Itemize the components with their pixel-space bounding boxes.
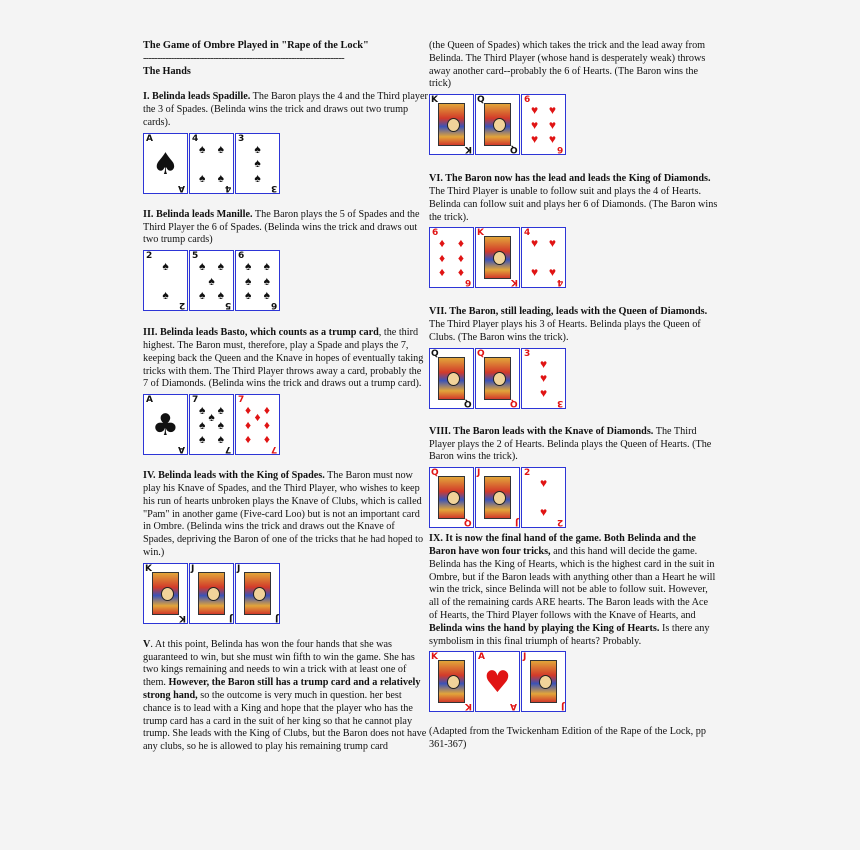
diamond-icon: ♦ <box>254 410 261 425</box>
hand-9-heading: IX. It is now the final hand of the game. Both Belinda and the Baron have won four tricks, <box>429 533 696 557</box>
card-rank-inverted: K <box>465 144 472 155</box>
heart-icon: ♥ <box>531 117 539 132</box>
playing-card <box>429 467 474 528</box>
playing-card <box>235 133 280 194</box>
spade-icon: ♠ <box>254 141 261 156</box>
heart-icon: ♥ <box>539 505 548 520</box>
hand-3-body: , the third highest. The Baron must, therefore, play a Spade and plays the 7, keeping back the Queen and the Knave in hopes of eventually taking tricks with them. The Third Player throws away a card, probably the 7 of Diamonds. (Belinda wins the trick and draws out a trump card). <box>143 327 424 390</box>
card-pips <box>439 237 464 278</box>
card-rank: K <box>431 95 438 106</box>
card-rank: J <box>237 563 241 574</box>
card-rank-inverted: K <box>179 612 186 623</box>
heart-icon: ♥ <box>531 132 539 147</box>
playing-card <box>143 394 188 455</box>
heart-icon: ♥ <box>548 236 556 251</box>
heart-icon: ♥ <box>539 385 548 400</box>
card-rank-inverted: J <box>228 612 232 623</box>
card-rank: Q <box>477 95 485 106</box>
hand-1-text <box>143 91 428 129</box>
hand-9-body-1: and this hand will decide the game. Belinda has the King of Hearts, which is the highest card in the suit in Ombre, but if the Baron leads with anything other than a Heart he will win the trick, since Belinda will not be able to follow suit. However, all of the remaining cards ARE hearts. The Baron leads with the Ace of Hearts, the Third Player follows with the Knave of Hearts, and <box>429 545 716 621</box>
spade-icon: ♠ <box>254 156 261 171</box>
card-pips <box>245 404 270 445</box>
card-rank: J <box>477 468 481 479</box>
source-note: (Adapted from the Twickenham Edition of the Rape of the Lock, pp 361-367) <box>429 726 706 751</box>
playing-card <box>143 250 188 311</box>
playing-card <box>189 250 234 311</box>
playing-card <box>189 394 234 455</box>
hand-9-cards <box>429 651 719 712</box>
card-rank: Q <box>477 348 485 359</box>
card-pips <box>531 104 556 145</box>
heart-icon: ♥ <box>539 356 548 371</box>
diamond-icon: ♦ <box>263 403 270 418</box>
hand-6-heading: VI. The Baron now has the lead and leads the King of Diamonds. <box>429 173 711 185</box>
spade-icon: ♠ <box>162 259 169 274</box>
playing-card <box>475 227 520 288</box>
face-card-figure-icon <box>438 660 465 703</box>
spade-icon: ♠ <box>199 403 206 418</box>
spade-icon: ♠ <box>217 259 224 274</box>
hand-5-body-1: . At this point, Belinda has won the four hands that she was guaranteed to win, but she must win fifth to win the game. She has two kings remaining and needs to win a trick with at least one of them. <box>143 638 415 689</box>
heart-icon: ♥ <box>548 117 556 132</box>
playing-card <box>429 348 474 409</box>
spade-icon: ♠ <box>208 273 215 288</box>
heart-icon: ♥ <box>531 236 539 251</box>
face-card-figure-icon <box>484 357 511 400</box>
card-pips <box>245 260 270 301</box>
heart-icon: ♥ <box>539 371 548 386</box>
spade-icon: ♠ <box>263 288 270 303</box>
diamond-icon: ♦ <box>245 403 252 418</box>
card-rank: J <box>191 563 195 574</box>
hand-4-cards <box>143 563 428 624</box>
hand-3-heading: III. Belinda leads Basto, which counts as a trump card <box>143 327 379 339</box>
card-rank: 2 <box>524 468 531 479</box>
spade-icon: ♠ <box>199 141 206 156</box>
card-rank: A <box>478 652 485 663</box>
spade-icon: ♠ <box>245 288 252 303</box>
card-pips <box>153 260 178 301</box>
playing-card <box>475 651 520 712</box>
card-rank: J <box>523 652 527 663</box>
spade-icon: ♠ <box>199 259 206 274</box>
playing-card <box>235 394 280 455</box>
diamond-icon: ♦ <box>245 432 252 447</box>
hand-2-heading: II. Belinda leads Manille. <box>143 208 253 220</box>
spade-icon: ♠ <box>245 259 252 274</box>
face-card-figure-icon <box>152 572 179 615</box>
hand-5-body-2: so the outcome is very much in question. her best chance is to lead with a King and hope that the player who has the trump card has a card in the suit of her king so that he cannot play trump. She leads with the King of Clubs, but the Baron does not have any clubs, so he is allowed to play his remaining trump card <box>143 689 427 753</box>
hand-7-heading: VII. The Baron, still leading, leads with the Queen of Diamonds. <box>429 306 708 318</box>
playing-card <box>143 563 188 624</box>
card-pips <box>531 358 556 399</box>
heart-icon: ♥ <box>548 103 556 118</box>
face-card-figure-icon <box>484 236 511 279</box>
spade-icon: ♠ <box>162 288 169 303</box>
hand-3-cards <box>143 394 428 455</box>
diamond-icon: ♦ <box>439 250 446 265</box>
hand-8-cards <box>429 467 719 528</box>
card-rank-inverted: 5 <box>224 300 231 311</box>
card-rank-inverted: Q <box>464 517 472 528</box>
playing-card <box>235 250 280 311</box>
spade-icon: ♠ <box>152 146 179 182</box>
card-rank: 3 <box>238 133 245 144</box>
spade-icon: ♠ <box>217 403 224 418</box>
diamond-icon: ♦ <box>457 265 464 280</box>
card-rank-inverted: 4 <box>224 182 231 193</box>
card-rank: 7 <box>238 395 245 406</box>
diamond-icon: ♦ <box>263 417 270 432</box>
card-rank-inverted: Q <box>510 144 518 155</box>
heart-icon: ♥ <box>484 665 511 701</box>
spade-icon: ♠ <box>199 288 206 303</box>
card-rank-inverted: 7 <box>224 444 231 455</box>
hand-8-text <box>429 426 719 464</box>
club-icon: ♣ <box>152 408 179 444</box>
playing-card <box>521 94 566 155</box>
hand-6-body: The Third Player is unable to follow suit and plays the 4 of Hearts. Belinda can follow suit and plays her 6 of Diamonds. (The Baron wins the trick). <box>429 185 718 223</box>
card-rank: 4 <box>524 228 531 239</box>
spade-icon: ♠ <box>217 288 224 303</box>
card-rank: 3 <box>524 348 531 359</box>
diamond-icon: ♦ <box>439 236 446 251</box>
face-card-figure-icon <box>244 572 271 615</box>
card-rank: A <box>146 133 153 144</box>
spade-icon: ♠ <box>199 417 206 432</box>
playing-card <box>475 348 520 409</box>
card-rank: K <box>431 652 438 663</box>
hand-9-bold: Belinda wins the hand by playing the King of Hearts. <box>429 622 660 634</box>
left-column <box>143 40 428 754</box>
spade-icon: ♠ <box>254 170 261 185</box>
card-rank-inverted: A <box>178 444 185 455</box>
hand-5-heading: V <box>143 638 151 650</box>
hand-4-text <box>143 470 428 560</box>
card-rank-inverted: Q <box>464 397 472 408</box>
hand-2-cards <box>143 250 428 311</box>
playing-card <box>429 227 474 288</box>
card-rank-inverted: J <box>560 701 564 712</box>
card-rank: Q <box>431 468 439 479</box>
spade-icon: ♠ <box>199 170 206 185</box>
hand-9-text <box>429 533 719 648</box>
playing-card <box>189 563 234 624</box>
card-rank-inverted: J <box>514 517 518 528</box>
spade-icon: ♠ <box>217 432 224 447</box>
diamond-icon: ♦ <box>245 417 252 432</box>
hand-7-text <box>429 306 719 344</box>
diamond-icon: ♦ <box>439 265 446 280</box>
hand-5-bold: However, the Baron still has a trump card and a relatively strong hand, <box>143 677 421 701</box>
hand-1-cards <box>143 133 428 194</box>
document-title: The Game of Ombre Played in "Rape of the Lock" <box>143 40 369 51</box>
card-rank-inverted: J <box>274 612 278 623</box>
spade-icon: ♠ <box>217 141 224 156</box>
card-pips <box>199 404 224 445</box>
card-rank: 7 <box>192 395 199 406</box>
card-rank-inverted: K <box>511 277 518 288</box>
hand-5-continued: (the Queen of Spades) which takes the trick and the lead away from Belinda. The Third Player (whose hand is desperately weak) throws away another card--probably the 6 of Hearts. (The Baron wins the trick) <box>429 40 706 90</box>
hand-1-heading: I. Belinda leads Spadille. <box>143 91 251 103</box>
hand-6-cards <box>429 227 719 288</box>
face-card-figure-icon <box>198 572 225 615</box>
right-column <box>429 40 719 752</box>
card-pips <box>531 477 556 518</box>
face-card-figure-icon <box>530 660 557 703</box>
card-rank-inverted: K <box>465 701 472 712</box>
card-rank: A <box>146 395 153 406</box>
card-rank: 5 <box>192 251 199 262</box>
card-rank: 6 <box>238 251 245 262</box>
spade-icon: ♠ <box>217 417 224 432</box>
spade-icon: ♠ <box>217 170 224 185</box>
hand-8-heading: VIII. The Baron leads with the Knave of Diamonds. <box>429 425 654 437</box>
card-pips <box>245 143 270 184</box>
heart-icon: ♥ <box>539 476 548 491</box>
hand-3-text <box>143 327 428 391</box>
hand-5-cards <box>429 94 719 155</box>
heart-icon: ♥ <box>548 132 556 147</box>
face-card-figure-icon <box>438 476 465 519</box>
hand-7-cards <box>429 348 719 409</box>
card-rank-inverted: A <box>178 182 185 193</box>
card-rank-inverted: Q <box>510 397 518 408</box>
playing-card <box>235 563 280 624</box>
card-rank-inverted: 3 <box>270 182 277 193</box>
card-rank: Q <box>431 348 439 359</box>
card-rank: 6 <box>432 228 439 239</box>
playing-card <box>521 348 566 409</box>
card-rank: 4 <box>192 133 199 144</box>
hands-heading: The Hands <box>143 65 191 77</box>
hand-8-body: The Third Player plays the 2 of Hearts. Belinda plays the Queen of Hearts. (The Baron wins the trick). <box>429 425 712 463</box>
face-card-figure-icon <box>438 103 465 146</box>
heart-icon: ♥ <box>531 103 539 118</box>
card-rank: 6 <box>524 95 531 106</box>
spade-icon: ♠ <box>245 273 252 288</box>
hand-4-body: The Baron must now play his Knave of Spades, and the Third Player, who wishes to keep his run of hearts unbroken plays the Knave of Clubs, which is called "Pam" in another game (Five-card Loo) but is not an important card in Ombre. (Belinda wins the trick and draws out the Knave of Spades, depriving the Baron of one of the tricks that he had hoped to win.) <box>143 470 424 558</box>
card-rank-inverted: 3 <box>556 397 563 408</box>
playing-card <box>429 651 474 712</box>
face-card-figure-icon <box>484 476 511 519</box>
playing-card <box>475 94 520 155</box>
card-rank-inverted: 6 <box>464 277 471 288</box>
hand-4-heading: IV. Belinda leads with the King of Spades. <box>143 470 325 482</box>
card-pips <box>199 260 224 301</box>
card-rank: 2 <box>146 251 153 262</box>
card-pips <box>531 237 556 278</box>
card-rank-inverted: 2 <box>556 517 563 528</box>
card-rank: K <box>145 563 152 574</box>
playing-card <box>143 133 188 194</box>
spade-icon: ♠ <box>208 410 215 425</box>
card-rank-inverted: 6 <box>270 300 277 311</box>
card-pips <box>199 143 224 184</box>
card-rank-inverted: A <box>510 701 517 712</box>
face-card-figure-icon <box>484 103 511 146</box>
face-card-figure-icon <box>438 357 465 400</box>
card-rank-inverted: 4 <box>556 277 563 288</box>
heart-icon: ♥ <box>548 265 556 280</box>
playing-card <box>189 133 234 194</box>
hand-9-body-2: Is there any symbolism in this final triumph of hearts? Probably. <box>429 622 710 647</box>
heart-icon: ♥ <box>531 265 539 280</box>
hand-5-text <box>143 639 428 754</box>
diamond-icon: ♦ <box>457 250 464 265</box>
spade-icon: ♠ <box>263 259 270 274</box>
card-rank-inverted: 6 <box>556 144 563 155</box>
card-rank-inverted: 7 <box>270 444 277 455</box>
spade-icon: ♠ <box>199 432 206 447</box>
hand-1-body: The Baron plays the 4 and the Third player the 3 of Spades. (Belinda wins the trick and draws out two trump cards). <box>143 91 428 128</box>
hand-7-body: The Third Player plays his 3 of Hearts. Belinda plays the Queen of Clubs. (The Baron wins the trick). <box>429 319 701 343</box>
playing-card <box>521 227 566 288</box>
card-rank: K <box>477 228 484 239</box>
playing-card <box>521 651 566 712</box>
diamond-icon: ♦ <box>457 236 464 251</box>
playing-card <box>429 94 474 155</box>
spade-icon: ♠ <box>263 273 270 288</box>
hand-6-text <box>429 173 719 224</box>
hand-2-body: The Baron plays the 5 of Spades and the Third Player the 6 of Spades. (Belinda wins the trick and draws out two trump cards) <box>143 208 420 246</box>
card-rank-inverted: 2 <box>178 300 185 311</box>
diamond-icon: ♦ <box>263 432 270 447</box>
playing-card <box>475 467 520 528</box>
hand-2-text <box>143 209 428 247</box>
title-rule: ------------------------------------------------------------------------ <box>143 52 345 64</box>
playing-card <box>521 467 566 528</box>
